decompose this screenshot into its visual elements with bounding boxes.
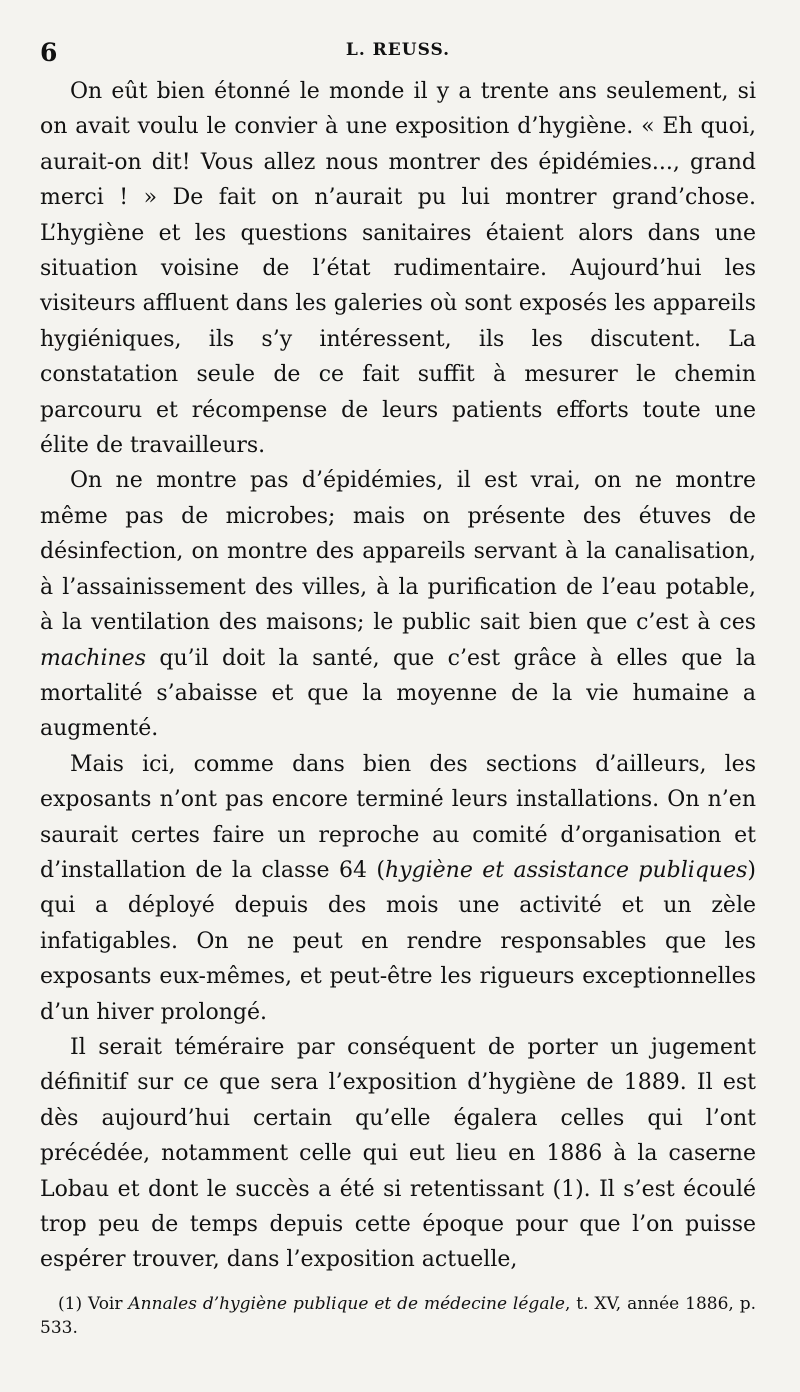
page-header — [40, 34, 756, 74]
paragraph-4 — [40, 1030, 756, 1278]
paragraph-2 — [40, 463, 756, 746]
footnote-marker: (1) Voir — [58, 1293, 129, 1314]
paragraph-1-text: On eût bien étonné le monde il y a trente ans seulement, si on avait voulu le convier à une exposition d’hygiène. « Eh quoi, aurait-on dit! Vous allez nous montrer des épidémies..., grand merci ! » De fait on n’aurait pu lui montrer grand’chose. L’hygiène et les questions sanitaires étaient alors dans une situation voisine de l’état rudimentaire. Aujourd’hui les visiteurs affluent dans les galeries où sont exposés les appareils hygiéniques, ils s’y intéressent, ils les discutent. La constatation seule de ce fait suffit à mesurer le chemin parcouru et récompense de leurs patients efforts toute une élite de travailleurs. — [40, 79, 756, 459]
footnote — [40, 1292, 756, 1340]
running-head: L. REUSS. — [345, 40, 451, 60]
footnote-title: Annales d’hygiène publique et de médecine légale — [128, 1293, 565, 1314]
paragraph-1 — [40, 74, 756, 463]
paragraph-2-emphasis: machines — [40, 645, 146, 671]
paragraph-3-text-a: Mais ici, comme dans bien des sections d’ailleurs, les exposants n’ont pas encore terminé leurs installations. On n’en saurait certes faire un reproche au comité d’organisation et d’installation de la classe 64 ( — [40, 751, 756, 883]
paragraph-2-text-a: On ne montre pas d’épidémies, il est vrai, on ne montre même pas de microbes; mais on présente des étuves de désinfection, on montre des appareils servant à la canalisation, à l’assainissement des villes, à la purification de l’eau potable, à la ventilation des maisons; le public sait bien que c’est à ces — [40, 468, 756, 636]
paragraph-3 — [40, 747, 756, 1030]
footnote-rest: , t. XV, année 1886, p. 533. — [40, 1293, 756, 1338]
paragraph-4-text: Il serait téméraire par conséquent de porter un jugement définitif sur ce que sera l’exposition d’hygiène de 1889. Il est dès aujourd’hui certain qu’elle égalera celles qui l’ont précédée, notamment celle qui eut lieu en 1886 à la caserne Lobau et dont le succès a été si retentissant (1). Il s’est écoulé trop peu de temps depuis cette époque pour que l’on puisse espérer trouver, dans l’exposition actuelle, — [40, 1034, 756, 1273]
page-number: 6 — [40, 38, 58, 67]
paragraph-2-text-b: qu’il doit la santé, que c’est grâce à elles que la mortalité s’abaisse et que la moyenne de la vie humaine a augmenté. — [40, 645, 756, 742]
paragraph-3-text-b: ) qui a déployé depuis des mois une activité et un zèle infatigables. On ne peut en rendre responsables que les exposants eux-mêmes, et peut-être les rigueurs exceptionnelles d’un hiver prolongé. — [40, 857, 756, 1025]
paragraph-3-emphasis: hygiène et assistance publiques — [384, 857, 748, 883]
